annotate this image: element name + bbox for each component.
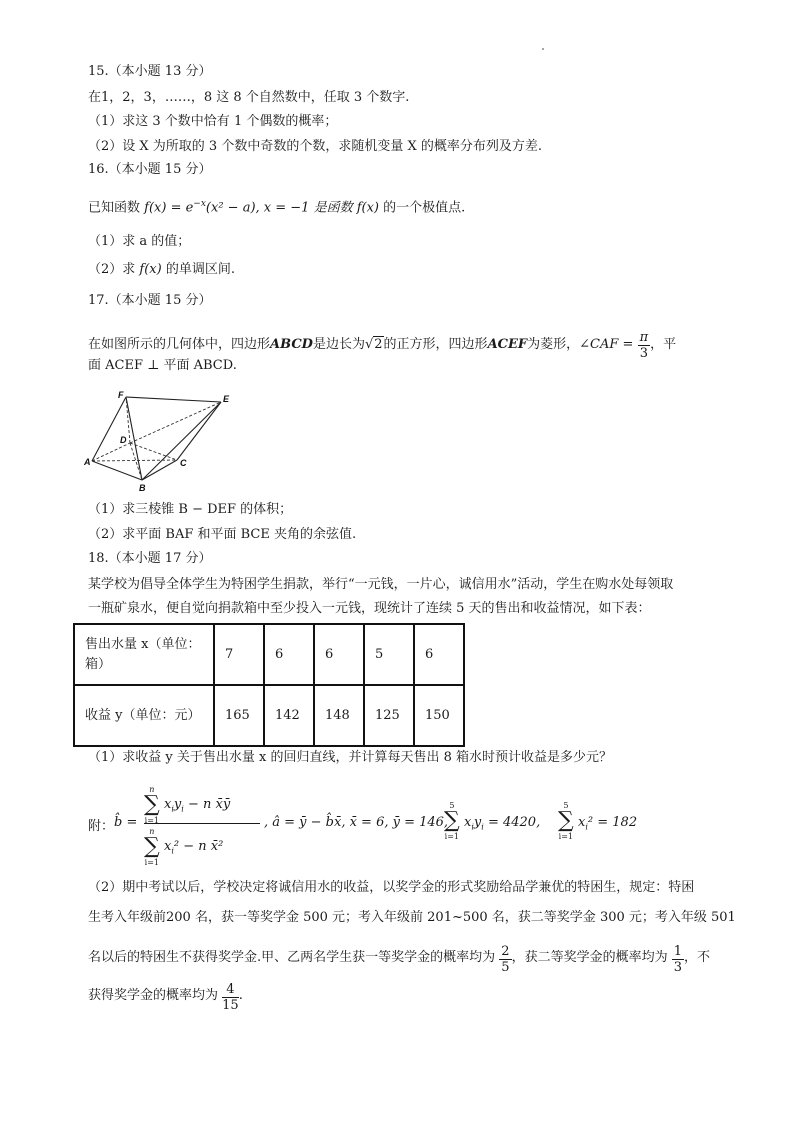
num-sub-i2: i xyxy=(181,804,184,814)
den-x: x xyxy=(164,839,172,854)
formula-rest: , â = ȳ − b̂x̄, x̄ = 6, ȳ = 146, xyxy=(264,815,449,830)
sxy-x: x xyxy=(464,815,472,830)
b-hat: b̂ = xyxy=(114,815,138,830)
edge-ac-dashed xyxy=(92,460,177,461)
edge-be xyxy=(142,402,221,480)
q17-stem-a: 在如图所示的几何体中，四边形 xyxy=(88,337,271,352)
q16-paren: (x² − a) xyxy=(205,200,256,216)
frac2-den: 3 xyxy=(673,960,682,975)
q17-pi-fraction xyxy=(638,330,651,361)
table-cell: 150 xyxy=(414,685,464,746)
appendix-label: 附： xyxy=(88,819,115,834)
q16-post: 的一个极值点. xyxy=(379,200,466,216)
q17-pi: π xyxy=(639,330,649,345)
sum-x2-upper: 5 xyxy=(563,801,569,810)
edge-ce xyxy=(177,402,221,460)
frac1-den: 5 xyxy=(501,960,510,975)
p2-l3-c: ，不 xyxy=(684,950,711,965)
table-row xyxy=(74,624,464,685)
frac2-num: 1 xyxy=(673,944,682,959)
q17-stem-line2: 面 ACEF ⊥ 平面 ABCD. xyxy=(88,358,237,373)
table-cell: 6 xyxy=(314,624,364,685)
q17-part1: （1）求三棱锥 B − DEF 的体积； xyxy=(88,502,293,517)
table-cell: 142 xyxy=(264,685,314,746)
sx2-sub-i: i xyxy=(585,822,588,832)
edge-ab xyxy=(92,461,142,480)
table-row-header-y: 收益 y（单位：元） xyxy=(74,685,214,746)
p2-l3-b: ，获二等奖学金的概率均为 xyxy=(511,950,668,965)
q17-abcd: ABCD xyxy=(270,337,313,352)
header-x-line1: 售出水量 x（单位： xyxy=(85,636,201,652)
prob-first-prize-fraction xyxy=(499,944,511,975)
q18-header: 18.（本小题 17 分） xyxy=(88,551,212,566)
sum-xy-upper: 5 xyxy=(449,801,455,810)
q17-part2: （2）求平面 BAF 和平面 BCE 夹角的余弦值. xyxy=(88,527,357,542)
b-hat-denominator xyxy=(144,827,312,865)
sum-lower-den: i=1 xyxy=(144,858,160,867)
sum-xy-lower: i=1 xyxy=(444,832,460,841)
q16-header: 16.（本小题 15 分） xyxy=(88,162,212,177)
q16-p2-pre: （2）求 xyxy=(88,262,140,277)
p2-l4-a: 获得奖学金的概率均为 xyxy=(88,988,219,1003)
sqrt-sign: √ xyxy=(364,337,374,352)
den-tail: ² − n x̄² xyxy=(173,839,224,854)
table-cell: 5 xyxy=(364,624,414,685)
sum-lower: i=1 xyxy=(144,816,160,825)
sum-x2 xyxy=(558,801,574,841)
p2-l4-b: . xyxy=(238,988,243,1003)
numerator-terms xyxy=(164,797,230,814)
num-sub-i: i xyxy=(171,804,174,814)
table-cell: 125 xyxy=(364,685,414,746)
q16-p2-fx: f(x) xyxy=(139,262,162,277)
label-c: C xyxy=(180,458,187,468)
frac3-den: 15 xyxy=(222,998,239,1013)
q15-stem: 在1，2，3，……，8 这 8 个自然数中，任取 3 个数字. xyxy=(88,90,410,105)
header-x-line2: 箱） xyxy=(85,656,112,672)
sxy-y: y xyxy=(473,815,482,830)
sx2-x: x xyxy=(578,815,586,830)
edge-ad-dashed xyxy=(92,443,130,461)
q16-func: f(x) = e xyxy=(144,200,194,216)
sum-x2-lower: i=1 xyxy=(558,832,574,841)
q18-part2-line2: 生考入年级前200 名，获一等奖学金 500 元；考入年级前 201~500 名，获二等奖学金 300 元；考入年级 501 xyxy=(88,910,736,925)
frac3-num: 4 xyxy=(222,982,239,998)
num-minus-nxy: − n x̄ȳ xyxy=(183,797,231,812)
sum-numerator xyxy=(144,785,160,825)
table-cell: 6 xyxy=(264,624,314,685)
q15-part2: （2）设 X 为所取的 3 个数中奇数的个数，求随机变量 X 的概率分布列及方差. xyxy=(88,139,542,154)
q16-part2 xyxy=(88,262,235,278)
q18-stem-line1: 某学校为倡导全体学生为特困学生捐款，举行“一元钱，一片心，诚信用水”活动，学生在购水处每领取 xyxy=(88,577,674,592)
table-cell: 148 xyxy=(314,685,364,746)
edge-fa xyxy=(92,397,126,461)
q18-stem-line2: 一瓶矿泉水，便自觉向捐款箱中至少投入一元钱，现统计了连续 5 天的售出和收益情况，如下表： xyxy=(88,601,651,616)
geometry-figure xyxy=(84,390,234,494)
q17-sqrt-value: 2 xyxy=(374,337,383,352)
q17-stem-b: 是边长为 xyxy=(312,337,365,352)
q17-stem-c: 的正方形，四边形 xyxy=(383,337,488,352)
label-a: A xyxy=(84,457,91,467)
edge-fe xyxy=(126,397,221,402)
q17-angle: ∠CAF = xyxy=(579,337,634,352)
q15-part1: （1）求这 3 个数中恰有 1 个偶数的概率； xyxy=(88,114,338,129)
scan-speck xyxy=(542,48,544,50)
sales-table xyxy=(73,623,465,747)
prob-second-prize-fraction xyxy=(672,944,684,975)
sxy-sub-i: i xyxy=(471,822,474,832)
label-f: F xyxy=(118,390,124,400)
sxy-sub-i2: i xyxy=(481,822,484,832)
q16-p2-post: 的单调区间. xyxy=(161,262,235,277)
q16-exp: −x xyxy=(193,199,206,209)
label-b: B xyxy=(139,483,146,493)
q16-stem-pre: 已知函数 xyxy=(88,200,141,216)
sum-xy-terms xyxy=(464,815,540,832)
sum-denominator xyxy=(144,827,160,867)
table-row xyxy=(74,685,464,746)
edge-de-dashed xyxy=(130,402,221,443)
label-d: D xyxy=(120,435,127,445)
sum-x2-terms xyxy=(578,815,637,832)
sx2-eq: ² = 182 xyxy=(587,815,638,830)
q16-stem xyxy=(88,196,465,216)
table-row-header-x xyxy=(74,624,214,685)
q17-stem-e: ，平 xyxy=(650,337,677,352)
sigma-icon: ∑ xyxy=(144,792,160,817)
q15-header: 15.（本小题 13 分） xyxy=(88,64,212,79)
num-y: y xyxy=(173,797,182,812)
p2-l3-a: 名以后的特困生不获得奖学金.甲、乙两名学生获一等奖学金的概率均为 xyxy=(88,950,496,965)
prob-no-prize-fraction xyxy=(222,982,239,1013)
table-cell: 6 xyxy=(414,624,464,685)
table-cell: 7 xyxy=(214,624,264,685)
q18-part2-line3 xyxy=(88,944,710,975)
table-cell: 165 xyxy=(214,685,264,746)
q16-fx: f(x) xyxy=(356,200,380,216)
q17-header: 17.（本小题 15 分） xyxy=(88,293,212,308)
sigma-icon: ∑ xyxy=(444,808,460,833)
sum-xy xyxy=(444,801,460,841)
sum-upper-den: n xyxy=(149,827,155,836)
sigma-icon: ∑ xyxy=(144,834,160,859)
sxy-eq: = 4420, xyxy=(483,815,541,830)
edge-df-dashed xyxy=(126,397,130,443)
sigma-icon: ∑ xyxy=(558,808,574,833)
q18-part1: （1）求收益 y 关于售出水量 x 的回归直线，并计算每天售出 8 箱水时预计收益是多少元？ xyxy=(88,750,613,765)
q17-stem-d: 为菱形， xyxy=(527,337,580,352)
fraction-bar xyxy=(144,823,260,824)
q18-part2-line1: （2）期中考试以后，学校决定将诚信用水的收益，以奖学金的形式奖励给品学兼优的特困生，规定：特困 xyxy=(88,880,695,895)
label-e: E xyxy=(223,394,230,404)
q17-three: 3 xyxy=(639,346,648,361)
frac1-num: 2 xyxy=(501,944,510,959)
den-sub-i: i xyxy=(171,846,174,856)
q17-acef: ACEF xyxy=(487,337,528,352)
regression-formula xyxy=(88,785,708,865)
denominator-terms xyxy=(164,839,223,856)
q16-mid: , x = −1 是函数 xyxy=(255,200,357,216)
q17-stem-line1 xyxy=(88,330,676,361)
q18-part2-line4 xyxy=(88,982,243,1013)
q16-part1: （1）求 a 的值； xyxy=(88,234,191,249)
sum-upper: n xyxy=(149,785,155,794)
num-x: x xyxy=(164,797,172,812)
